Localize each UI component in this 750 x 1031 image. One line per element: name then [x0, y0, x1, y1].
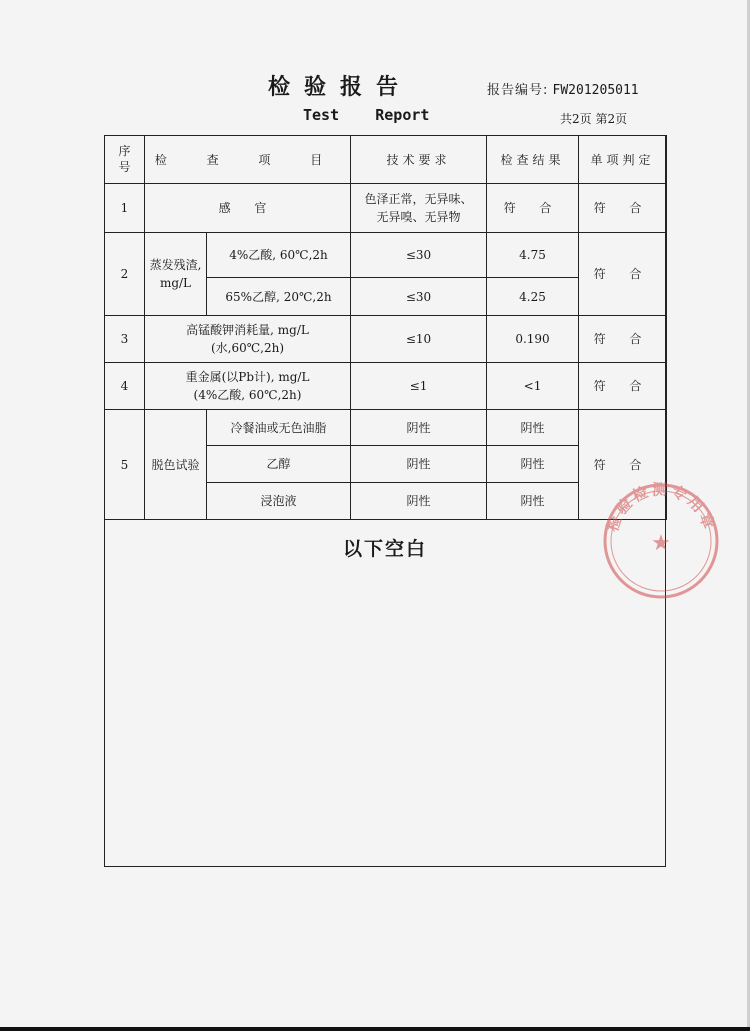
row5-group: 脱色试验: [145, 410, 207, 520]
table-row: [105, 363, 667, 410]
row5a-requirement: 阴性: [351, 410, 487, 446]
row3-item: [145, 316, 351, 363]
row3-verdict: 符 合: [579, 316, 667, 363]
svg-text:★: ★: [651, 531, 671, 556]
page-info: 共2页 第2页: [560, 112, 628, 126]
header-item: 检 查 项 目: [145, 136, 351, 184]
row5b-item: 乙醇: [207, 446, 351, 483]
row2-group: [145, 233, 207, 316]
table-row: [105, 316, 667, 363]
row1-result: 符 合: [487, 184, 579, 233]
table-row: [105, 410, 667, 446]
row5c-requirement: 阴性: [351, 483, 487, 520]
svg-text:检验检测专用章: [603, 481, 718, 534]
header-verdict: 单项判定: [579, 136, 667, 184]
row3-item-line2: (水,60℃,2h): [210, 341, 285, 355]
row5b-requirement: 阴性: [351, 446, 487, 483]
row4-seq: 4: [105, 363, 145, 410]
row1-seq: 1: [105, 184, 145, 233]
stamp-text: 检验检测专用章: [603, 480, 719, 534]
header-seq: 序号: [105, 136, 145, 184]
scan-bottom-edge: [0, 1027, 750, 1031]
row2b-item: 65%乙醇, 20℃,2h: [207, 278, 351, 316]
row4-item: [145, 363, 351, 410]
row5a-result: 阴性: [487, 410, 579, 446]
report-number-label: 报告编号:: [487, 83, 549, 98]
row5a-item: 冷餐油或无色油脂: [207, 410, 351, 446]
row4-requirement: ≤1: [351, 363, 487, 410]
header-result: 检查结果: [487, 136, 579, 184]
row3-item-line1: 高锰酸钾消耗量, mg/L: [186, 323, 309, 337]
report-table: [104, 135, 667, 520]
report-number: [487, 79, 639, 98]
row5-verdict: 符 合: [579, 410, 667, 520]
row1-item: 感 官: [145, 184, 351, 233]
row2a-result: 4.75: [487, 233, 579, 278]
row5c-item: 浸泡液: [207, 483, 351, 520]
row4-item-line1: 重金属(以Pb计), mg/L: [185, 370, 310, 384]
table-row: [105, 233, 667, 278]
row1-requirement-line2: 无异嗅、无异物: [376, 210, 461, 224]
row2-verdict: 符 合: [579, 233, 667, 316]
row5c-result: 阴性: [487, 483, 579, 520]
row3-requirement: ≤10: [351, 316, 487, 363]
row4-verdict: 符 合: [579, 363, 667, 410]
row1-requirement-line1: 色泽正常，无异味、: [364, 192, 473, 206]
row4-result: <1: [487, 363, 579, 410]
row2b-result: 4.25: [487, 278, 579, 316]
row4-item-line2: (4%乙酸, 60℃,2h): [193, 388, 302, 402]
table-row: [105, 184, 667, 233]
row1-verdict: 符 合: [579, 184, 667, 233]
row2-seq: 2: [105, 233, 145, 316]
row5-seq: 5: [105, 410, 145, 520]
blank-note: 以下空白: [342, 538, 427, 560]
inspection-stamp: [598, 478, 724, 604]
table-header-row: [105, 136, 667, 184]
row2b-requirement: ≤30: [351, 278, 487, 316]
row1-requirement: [351, 184, 487, 233]
report-number-value: FW201205011: [552, 83, 639, 98]
report-title-cn: 检验报告: [268, 75, 413, 100]
row2a-requirement: ≤30: [351, 233, 487, 278]
row3-result: 0.190: [487, 316, 579, 363]
row5b-result: 阴性: [487, 446, 579, 483]
header-requirement: 技术要求: [351, 136, 487, 184]
row2a-item: 4%乙酸, 60℃,2h: [207, 233, 351, 278]
report-title-en: Test Report: [303, 106, 430, 124]
row2-group-label: 蒸发残渣,: [149, 258, 202, 272]
row2-group-unit: mg/L: [159, 276, 192, 290]
row3-seq: 3: [105, 316, 145, 363]
